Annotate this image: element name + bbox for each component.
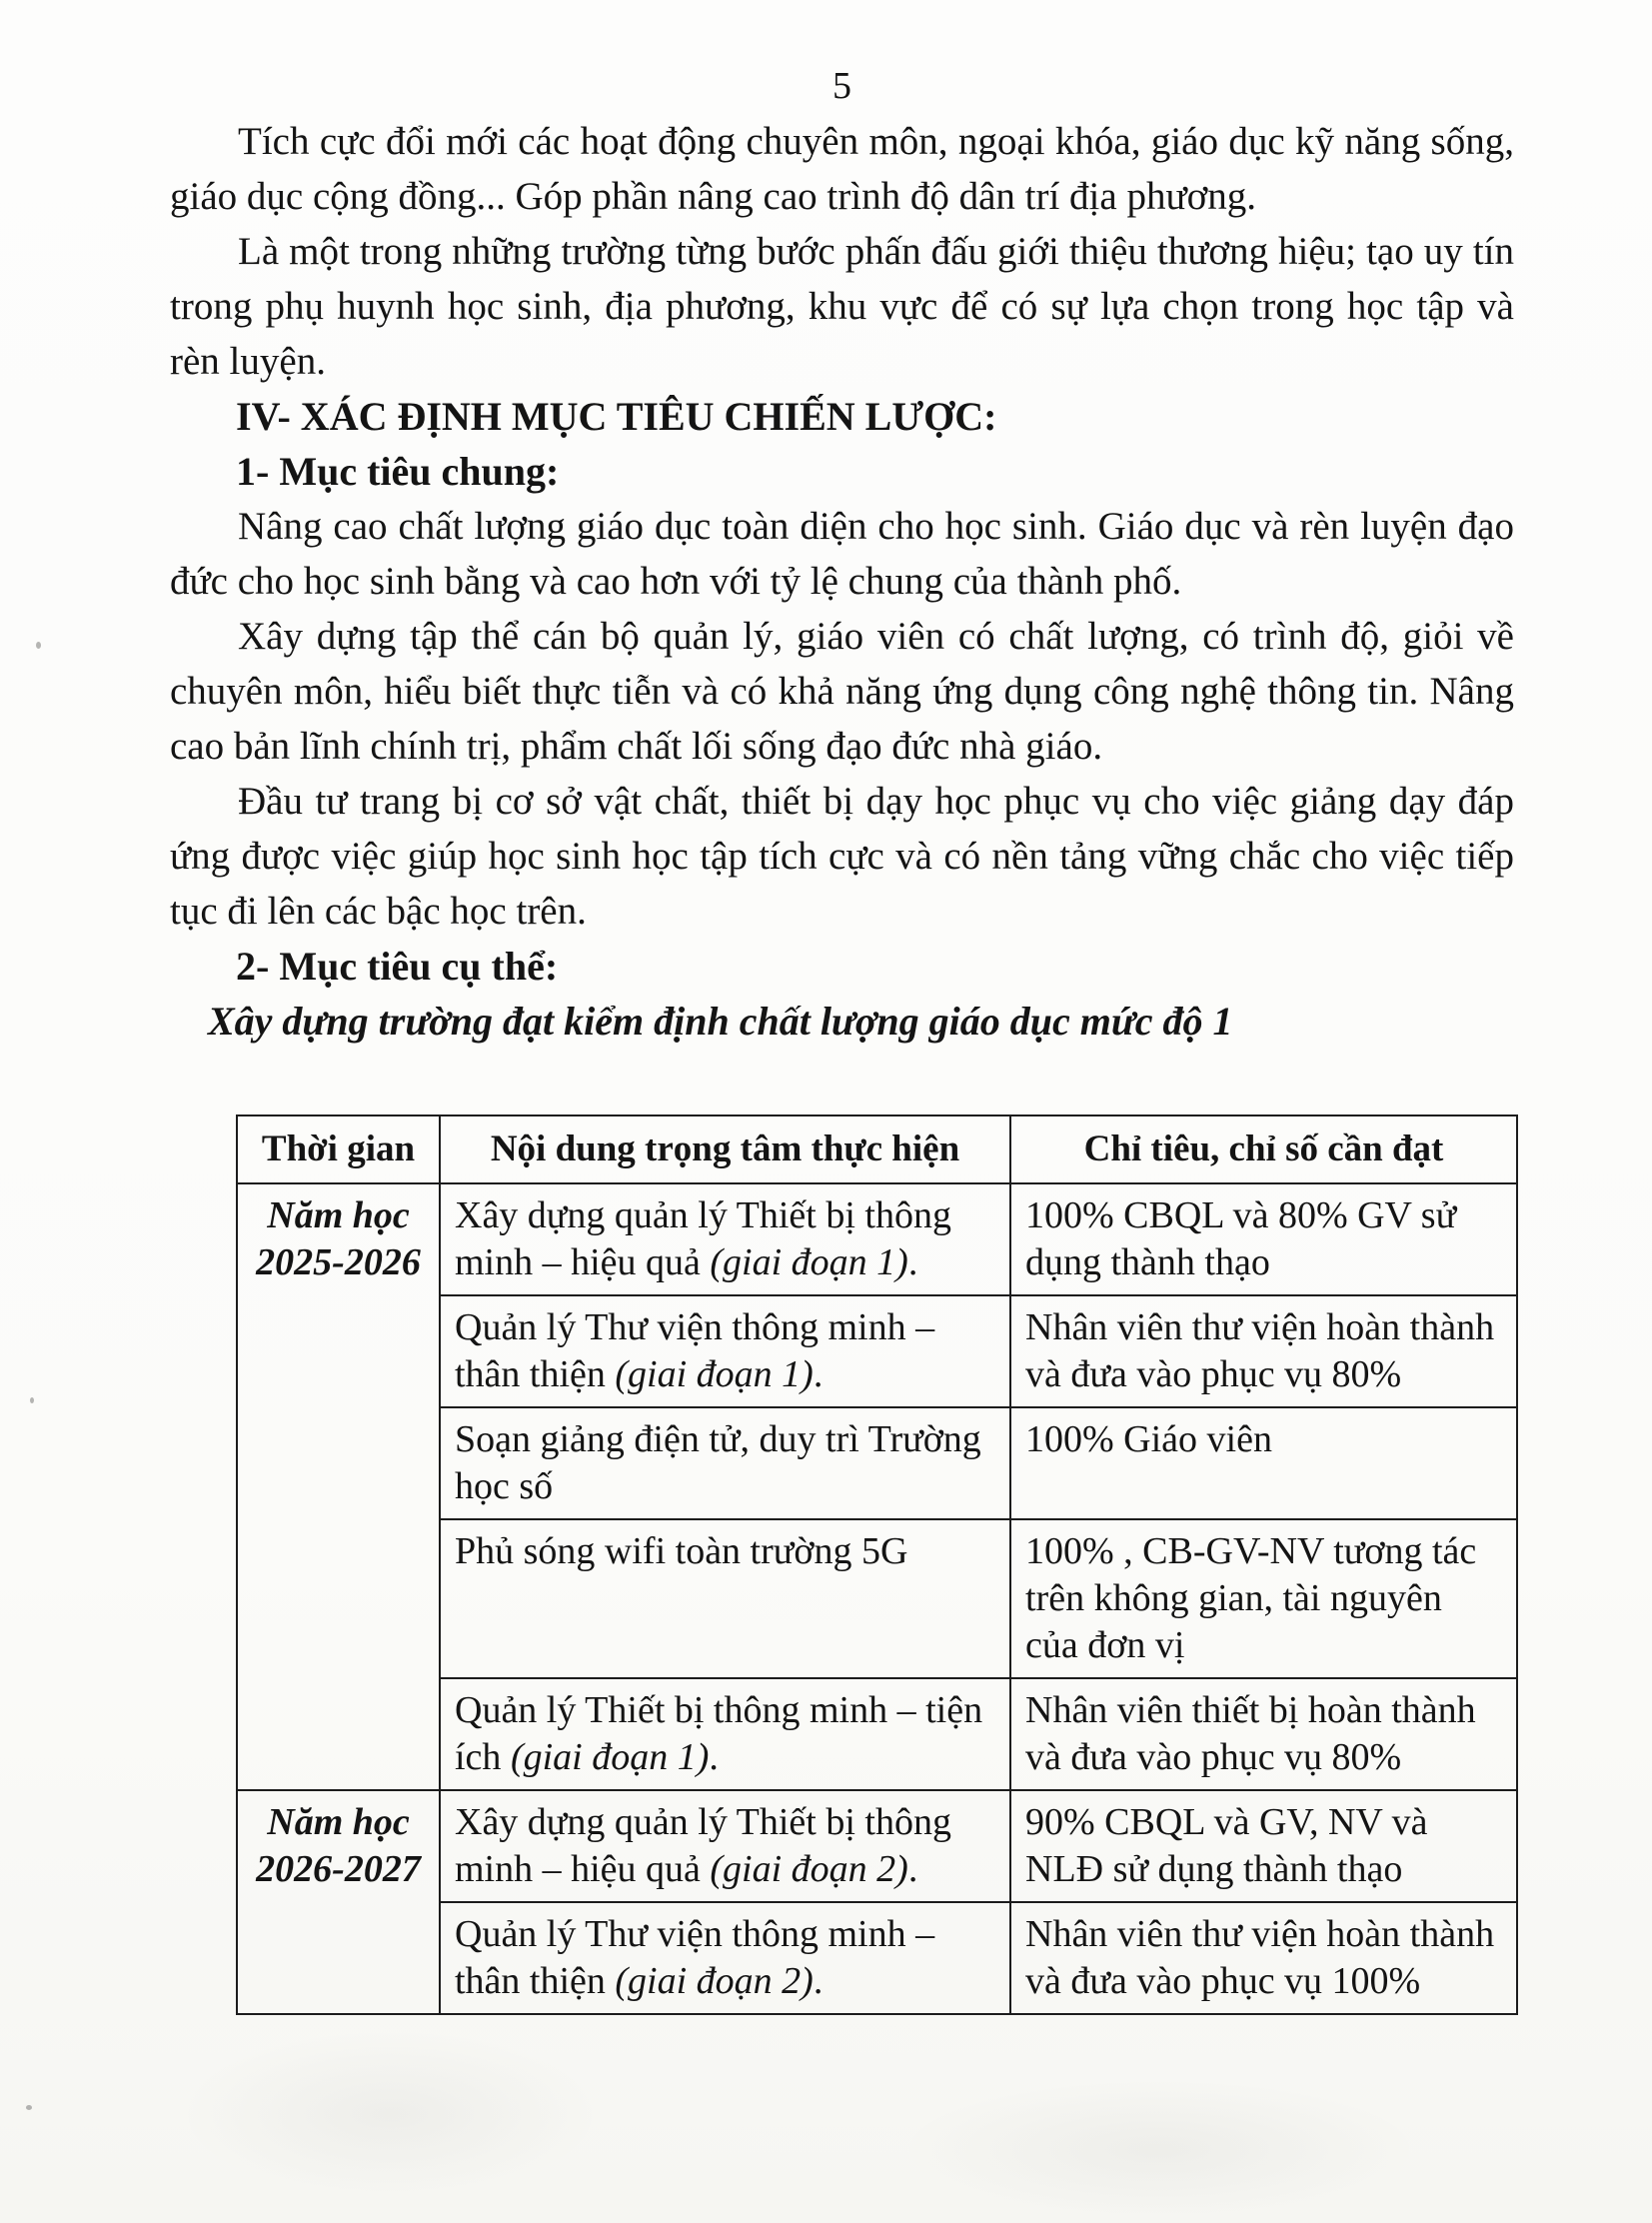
content-cell: Quản lý Thư viện thông minh – thân thiện (giai đoạn 1). <box>440 1295 1010 1407</box>
page-number: 5 <box>832 65 851 107</box>
target-cell: Nhân viên thư viện hoàn thành và đưa vào phục vụ 100% <box>1010 1902 1517 2014</box>
target-cell: 100% , CB-GV-NV tương tác trên không gian, tài nguyên của đơn vị <box>1010 1519 1517 1678</box>
period-years: 2026-2027 <box>256 1848 421 1890</box>
scan-speck <box>26 2105 32 2110</box>
content-cell: Xây dựng quản lý Thiết bị thông minh – hiệu quả (giai đoạn 2). <box>440 1790 1010 1902</box>
content-cell: Phủ sóng wifi toàn trường 5G <box>440 1519 1010 1678</box>
paragraph-4: Xây dựng tập thể cán bộ quản lý, giáo viên có chất lượng, có trình độ, giỏi về chuyên môn, hiểu biết thực tiễn và có khả năng ứng dụng công nghệ thông tin. Nâng cao bản lĩnh chính trị, phẩm chất lối sống đạo đức nhà giáo. <box>170 615 1514 768</box>
scan-smudge <box>899 2079 1419 2219</box>
column-header-noi-dung: Nội dung trọng tâm thực hiện <box>440 1115 1010 1183</box>
document-content <box>170 64 1514 2015</box>
period-name: Năm học <box>267 1194 410 1236</box>
content-cell: Quản lý Thiết bị thông minh – tiện ích (giai đoạn 1). <box>440 1678 1010 1790</box>
column-header-thoi-gian: Thời gian <box>237 1115 440 1183</box>
paragraph-5: Đầu tư trang bị cơ sở vật chất, thiết bị dạy học phục vụ cho việc giảng dạy đáp ứng được việc giúp học sinh học tập tích cực và có nền tảng vững chắc cho việc tiếp tục đi lên các bậc học trên. <box>170 780 1514 933</box>
content-cell: Quản lý Thư viện thông minh – thân thiện (giai đoạn 2). <box>440 1902 1010 2014</box>
period-cell-2025-2026 <box>237 1183 440 1790</box>
content-cell: Xây dựng quản lý Thiết bị thông minh – hiệu quả (giai đoạn 1). <box>440 1183 1010 1295</box>
table-header-row <box>237 1115 1517 1183</box>
table-row <box>237 1790 1517 1902</box>
goal-statement: Xây dựng trường đạt kiểm định chất lượng giáo dục mức độ 1 <box>208 999 1233 1044</box>
column-header-chi-tieu: Chỉ tiêu, chỉ số cần đạt <box>1010 1115 1517 1183</box>
target-cell: 100% Giáo viên <box>1010 1407 1517 1519</box>
period-years: 2025-2026 <box>256 1241 421 1283</box>
scan-speck <box>30 1397 34 1403</box>
paragraph-3: Nâng cao chất lượng giáo dục toàn diện cho học sinh. Giáo dục và rèn luyện đạo đức cho học sinh bằng và cao hơn với tỷ lệ chung của thành phố. <box>170 505 1514 603</box>
paragraph-2: Là một trong những trường từng bước phấn đấu giới thiệu thương hiệu; tạo uy tín trong phụ huynh học sinh, địa phương, khu vực để có sự lựa chọn trong học tập và rèn luyện. <box>170 230 1514 383</box>
table-row <box>237 1183 1517 1295</box>
goals-table <box>236 1114 1518 2015</box>
scan-speck <box>36 642 41 649</box>
subheading-muc-tieu-cu-the: 2- Mục tiêu cụ thể: <box>236 944 559 989</box>
content-cell: Soạn giảng điện tử, duy trì Trường học số <box>440 1407 1010 1519</box>
target-cell: 100% CBQL và 80% GV sử dụng thành thạo <box>1010 1183 1517 1295</box>
period-name: Năm học <box>267 1801 410 1843</box>
target-cell: Nhân viên thư viện hoàn thành và đưa vào phục vụ 80% <box>1010 1295 1517 1407</box>
period-cell-2026-2027 <box>237 1790 440 2014</box>
scan-smudge <box>180 2029 600 2199</box>
subheading-muc-tieu-chung: 1- Mục tiêu chung: <box>236 449 560 494</box>
target-cell: Nhân viên thiết bị hoàn thành và đưa vào phục vụ 80% <box>1010 1678 1517 1790</box>
paragraph-1: Tích cực đổi mới các hoạt động chuyên môn, ngoại khóa, giáo dục kỹ năng sống, giáo dục cộng đồng... Góp phần nâng cao trình độ dân trí địa phương. <box>170 120 1514 218</box>
section-heading-iv: IV- XÁC ĐỊNH MỤC TIÊU CHIẾN LƯỢC: <box>236 394 997 439</box>
target-cell: 90% CBQL và GV, NV và NLĐ sử dụng thành thạo <box>1010 1790 1517 1902</box>
